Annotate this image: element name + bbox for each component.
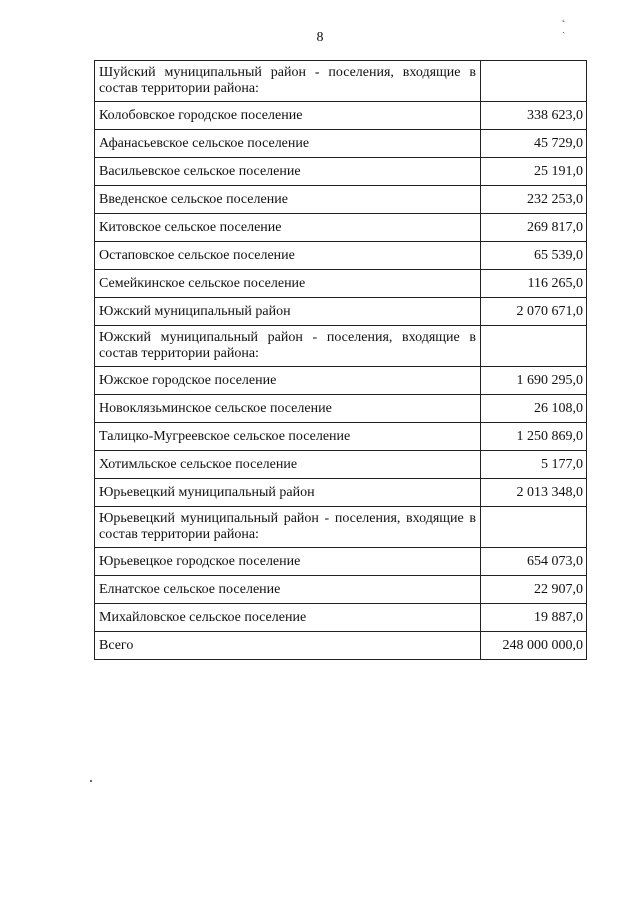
row-amount-cell: 45 729,0	[481, 130, 587, 158]
row-name-cell: Новоклязьминское сельское поселение	[95, 395, 481, 423]
table-total-row	[95, 632, 587, 660]
table-row	[95, 604, 587, 632]
row-amount-cell: 26 108,0	[481, 395, 587, 423]
row-amount-cell: 654 073,0	[481, 548, 587, 576]
row-name-cell: Васильевское сельское поселение	[95, 158, 481, 186]
table-row	[95, 186, 587, 214]
row-name-cell: Южское городское поселение	[95, 367, 481, 395]
row-name-cell: Семейкинское сельское поселение	[95, 270, 481, 298]
table-section-header-row	[95, 507, 587, 548]
table-row	[95, 102, 587, 130]
row-name-cell: Юрьевецкий муниципальный район	[95, 479, 481, 507]
table-row	[95, 242, 587, 270]
row-amount-cell: 1 690 295,0	[481, 367, 587, 395]
row-amount-cell: 2 070 671,0	[481, 298, 587, 326]
row-amount-cell	[481, 326, 587, 367]
row-name-cell: Талицко-Мугреевское сельское поселение	[95, 423, 481, 451]
table-section-header-row	[95, 326, 587, 367]
row-name-cell: Юрьевецкий муниципальный район - поселения, входящие в состав территории района:	[95, 507, 481, 548]
row-amount-cell: 19 887,0	[481, 604, 587, 632]
stray-mark	[90, 780, 92, 782]
budget-allocation-table	[94, 60, 587, 660]
row-amount-cell: 5 177,0	[481, 451, 587, 479]
row-amount-cell	[481, 61, 587, 102]
row-amount-cell: 1 250 869,0	[481, 423, 587, 451]
table-row	[95, 158, 587, 186]
table-row	[95, 214, 587, 242]
table-row	[95, 367, 587, 395]
row-name-cell: Южский муниципальный район	[95, 298, 481, 326]
table-row	[95, 270, 587, 298]
row-name-cell: Остаповское сельское поселение	[95, 242, 481, 270]
row-name-cell: Юрьевецкое городское поселение	[95, 548, 481, 576]
row-name-cell: Михайловское сельское поселение	[95, 604, 481, 632]
row-name-cell: Шуйский муниципальный район - поселения, входящие в состав территории района:	[95, 61, 481, 102]
row-amount-cell: 248 000 000,0	[481, 632, 587, 660]
row-amount-cell	[481, 507, 587, 548]
table-row	[95, 451, 587, 479]
row-amount-cell: 25 191,0	[481, 158, 587, 186]
row-amount-cell: 2 013 348,0	[481, 479, 587, 507]
row-amount-cell: 269 817,0	[481, 214, 587, 242]
row-amount-cell: 338 623,0	[481, 102, 587, 130]
row-amount-cell: 65 539,0	[481, 242, 587, 270]
row-amount-cell: 232 253,0	[481, 186, 587, 214]
table-row	[95, 423, 587, 451]
corner-marks: ˛ ˏ	[562, 12, 596, 34]
table-row	[95, 576, 587, 604]
table-district-row	[95, 298, 587, 326]
row-name-cell: Афанасьевское сельское поселение	[95, 130, 481, 158]
page-number: 8	[316, 30, 324, 45]
table-row	[95, 130, 587, 158]
table-district-row	[95, 479, 587, 507]
row-name-cell: Всего	[95, 632, 481, 660]
row-amount-cell: 22 907,0	[481, 576, 587, 604]
table-row	[95, 395, 587, 423]
row-name-cell: Китовское сельское поселение	[95, 214, 481, 242]
row-name-cell: Южский муниципальный район - поселения, входящие в состав территории района:	[95, 326, 481, 367]
table-body	[95, 61, 587, 660]
row-name-cell: Елнатское сельское поселение	[95, 576, 481, 604]
row-name-cell: Хотимльское сельское поселение	[95, 451, 481, 479]
row-amount-cell: 116 265,0	[481, 270, 587, 298]
row-name-cell: Введенское сельское поселение	[95, 186, 481, 214]
row-name-cell: Колобовское городское поселение	[95, 102, 481, 130]
table-section-header-row	[95, 61, 587, 102]
table-row	[95, 548, 587, 576]
